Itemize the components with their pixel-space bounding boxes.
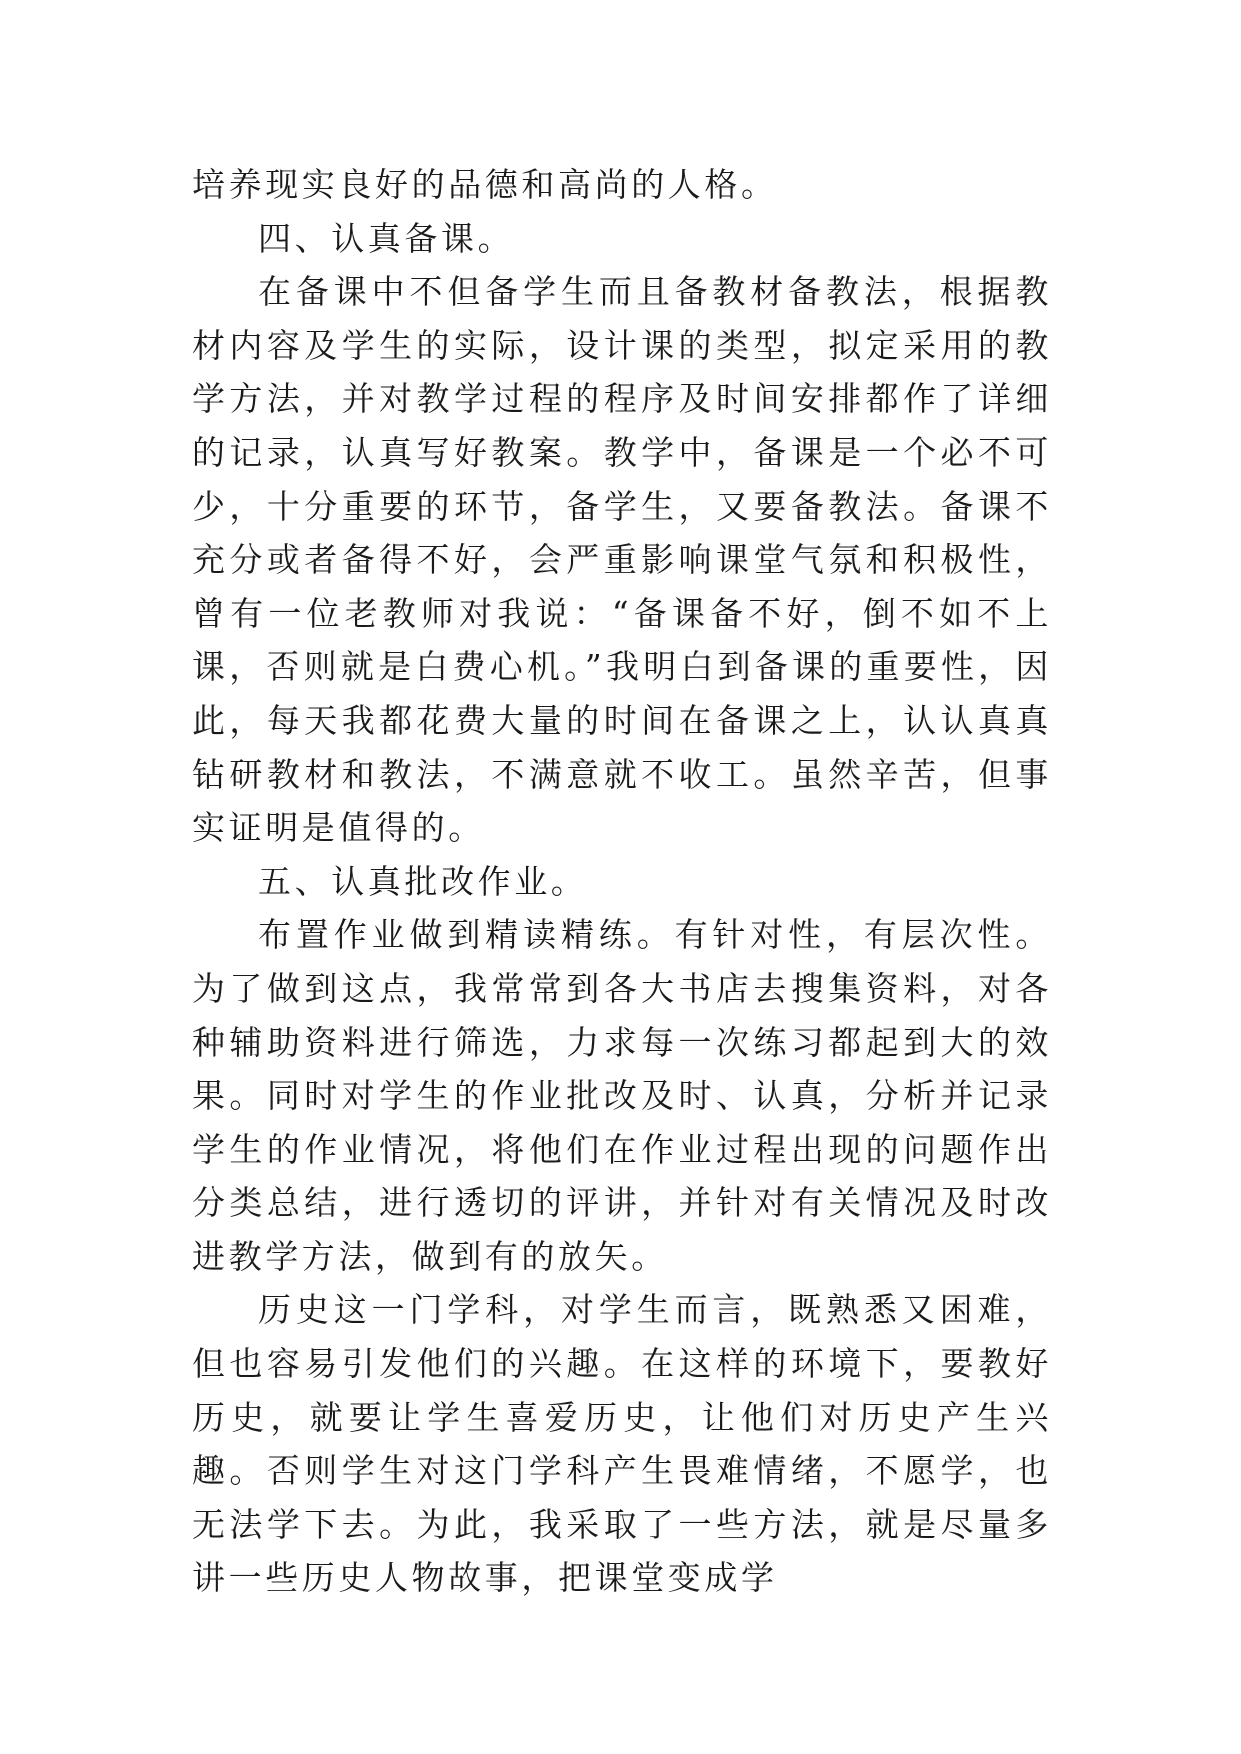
body-text	[192, 158, 1052, 1605]
paragraph-history-interest: 历史这一门学科，对学生而言，既熟悉又困难，但也容易引发他们的兴趣。在这样的环境下，要教好历史，就要让学生喜爱历史，让他们对历史产生兴趣。否则学生对这门学科产生畏难情绪，不愿学，也无法学下去。为此，我采取了一些方法，就是尽量多讲一些历史人物故事，把课堂变成学	[192, 1290, 1052, 1598]
section-heading-4: 四、认真备课。	[258, 218, 515, 258]
section-heading-5: 五、认真批改作业。	[258, 861, 588, 901]
paragraph-continuation: 培养现实良好的品德和高尚的人格。	[192, 165, 778, 204]
paragraph-lesson-prep: 在备课中不但备学生而且备教材备教法，根据教材内容及学生的实际，设计课的类型，拟定采用的教学方法，并对教学过程的程序及时间安排都作了详细的记录，认真写好教案。教学中，备课是一个必不可少，十分重要的环节，备学生，又要备教法。备课不充分或者备得不好，会严重影响课堂气氛和积极性，曾有一位老教师对我说：“备课备不好，倒不如不上课，否则就是白费心机。”我明白到备课的重要性，因此，每天我都花费大量的时间在备课之上，认认真真钻研教材和教法，不满意就不收工。虽然辛苦，但事实证明是值得的。	[192, 272, 1052, 848]
paragraph-homework: 布置作业做到精读精练。有针对性，有层次性。为了做到这点，我常常到各大书店去搜集资料，对各种辅助资料进行筛选，力求每一次练习都起到大的效果。同时对学生的作业批改及时、认真，分析并记录学生的作业情况，将他们在作业过程出现的问题作出分类总结，进行透切的评讲，并针对有关情况及时改进教学方法，做到有的放矢。	[192, 915, 1052, 1276]
